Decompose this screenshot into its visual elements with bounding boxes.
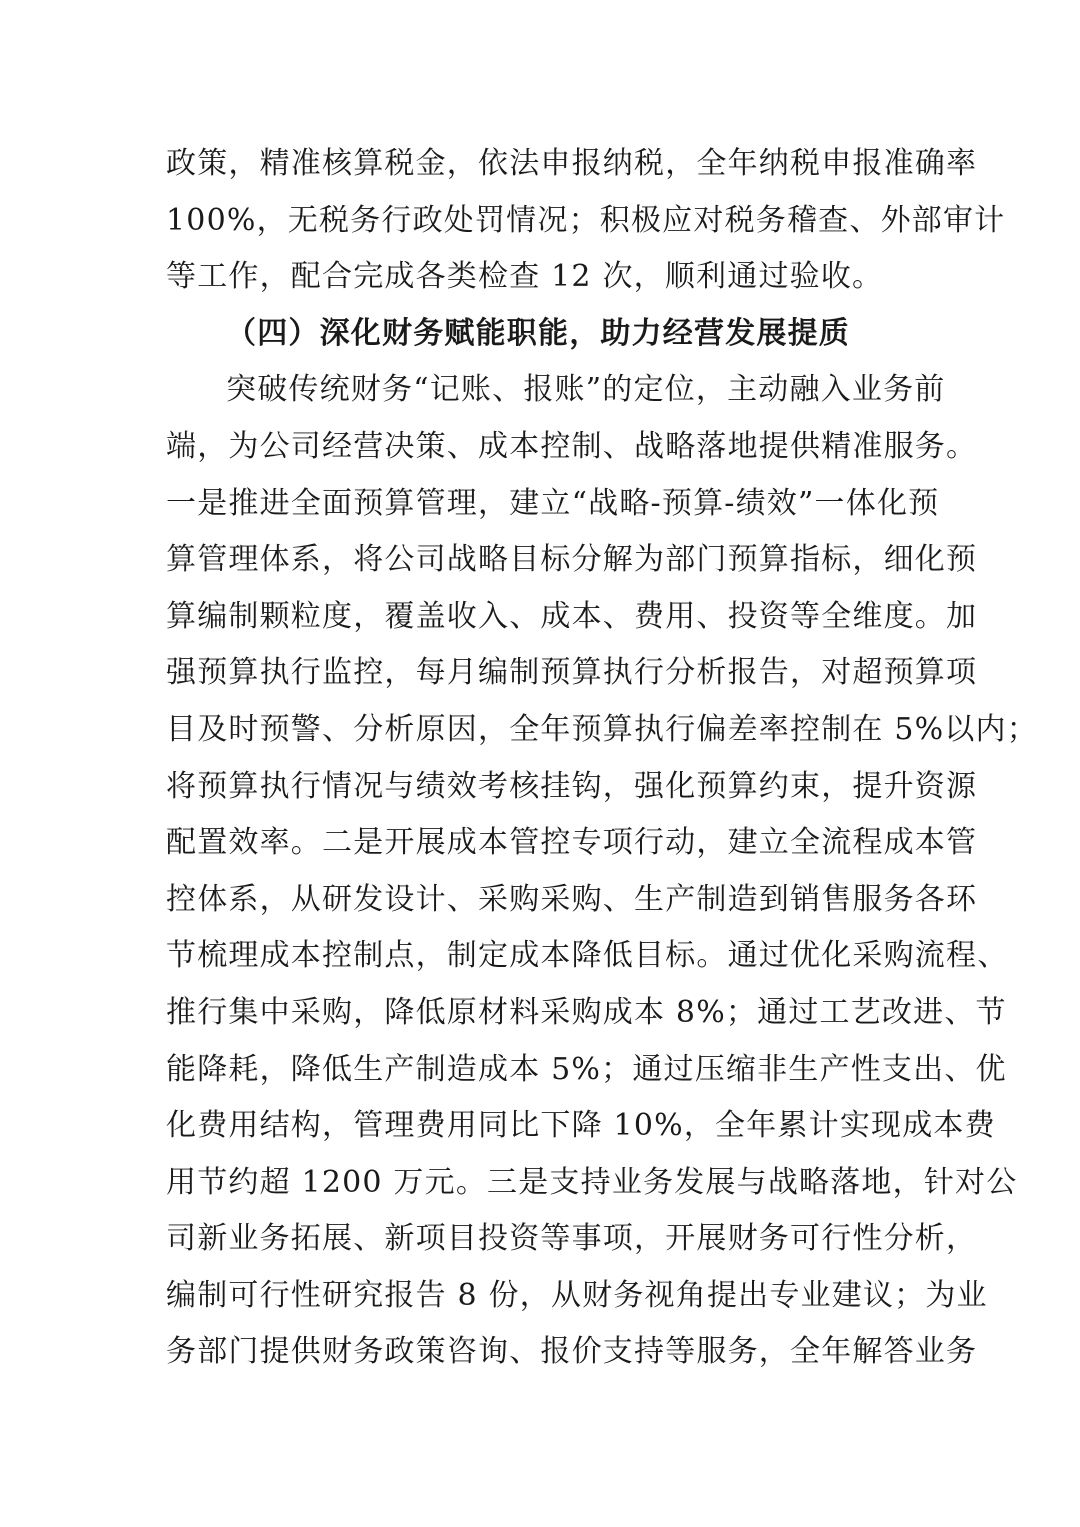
text-line: 务部门提供财务政策咨询、报价支持等服务，全年解答业务	[166, 1334, 978, 1370]
text-line: 将预算执行情况与绩效考核挂钩，强化预算约束，提升资源	[166, 768, 978, 804]
text-line: 控体系，从研发设计、采购采购、生产制造到销售服务各环	[166, 881, 978, 917]
text-line: 政策，精准核算税金，依法申报纳税，全年纳税申报准确率	[166, 146, 978, 181]
text-line: 一是推进全面预算管理，建立“战略-预算-绩效”一体化预	[166, 485, 940, 521]
text-line: 配置效率。二是开展成本管控专项行动，建立全流程成本管	[166, 825, 978, 861]
text-line: 100%，无税务行政处罚情况；积极应对税务稽查、外部审计	[166, 202, 1006, 238]
text-line: 算管理体系，将公司战略目标分解为部门预算指标，细化预	[166, 542, 978, 578]
text-line: 目及时预警、分析原因，全年预算执行偏差率控制在 5%以内；	[166, 711, 1038, 747]
text-line: 节梳理成本控制点，制定成本降低目标。通过优化采购流程、	[166, 938, 1009, 974]
text-line: 司新业务拓展、新项目投资等事项，开展财务可行性分析，	[166, 1221, 978, 1257]
text-line: 推行集中采购，降低原材料采购成本 8%；通过工艺改进、节	[166, 994, 1007, 1030]
text-line: 端，为公司经营决策、成本控制、战略落地提供精准服务。	[166, 428, 978, 464]
text-line: 化费用结构，管理费用同比下降 10%，全年累计实现成本费	[166, 1108, 996, 1144]
text-line: 用节约超 1200 万元。三是支持业务发展与战略落地，针对公	[166, 1164, 1018, 1200]
text-line: 算编制颗粒度，覆盖收入、成本、费用、投资等全维度。加	[166, 598, 978, 634]
section-heading: （四）深化财务赋能职能，助力经营发展提质	[226, 315, 850, 351]
text-line: 突破传统财务“记账、报账”的定位，主动融入业务前	[226, 372, 946, 408]
body-text	[166, 136, 1038, 1381]
text-line: 编制可行性研究报告 8 份，从财务视角提出专业建议；为业	[166, 1277, 988, 1313]
text-line: 等工作，配合完成各类检查 12 次，顺利通过验收。	[166, 259, 884, 295]
text-line: 能降耗，降低生产制造成本 5%；通过压缩非生产性支出、优	[166, 1051, 1007, 1087]
text-line: 强预算执行监控，每月编制预算执行分析报告，对超预算项	[166, 655, 978, 691]
